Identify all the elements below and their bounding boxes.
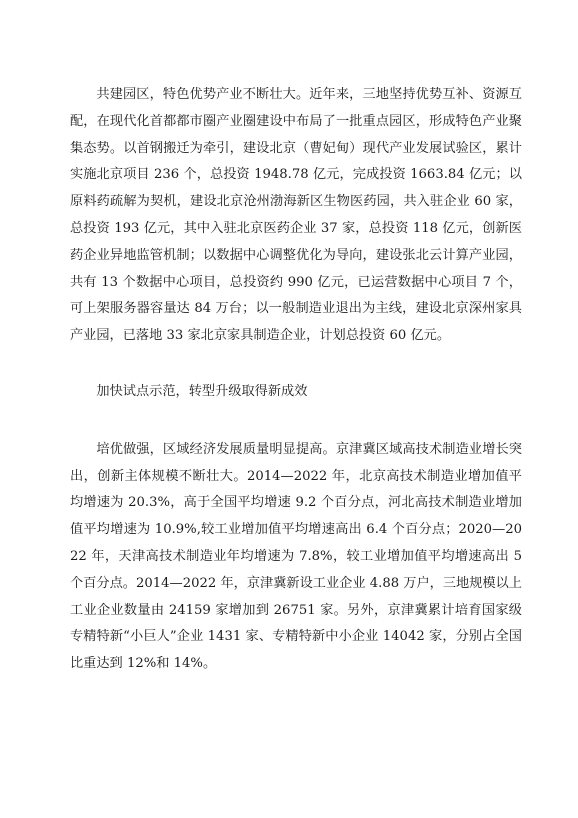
document-page (70, 82, 522, 678)
paragraph-industrial-parks: 共建园区，特色优势产业不断壮大。近年来，三地坚持优势互补、资源互配，在现代化首都都市圈产业圈建设中布局了一批重点园区，形成特色产业聚集态势。以首钢搬迁为牵引，建设北京（曹妃甸）现代产业发展试验区，累计实施北京项目 236 个，总投资 1948.78 亿元，完成投资 1663.84 亿元；以原料药疏解为契机，建设北京沧州渤海新区生物医药园，共入驻企业 60 家，总投资 193 亿元，其中入驻北京医药企业 37 家，总投资 118 亿元，创新医药企业异地监管机制；以数据中心调整优化为导向，建设张北云计算产业园，共有 13 个数据中心项目，总投资约 990 亿元，已运营数据中心项目 7 个，可上架服务器容量达 84 万台；以一般制造业退出为主线，建设北京深州家具产业园，已落地 33 家北京家具制造企业，计划总投资 60 亿元。 (70, 87, 522, 344)
section-heading: 加快试点示范，转型升级取得新成效 (96, 383, 308, 399)
paragraph-economic-quality: 培优做强，区域经济发展质量明显提高。京津冀区域高技术制造业增长突出，创新主体规模不断壮大。2014—2022 年，北京高技术制造业增加值平均增速为 20.3%，高于全国平均增速 9.2 个百分点，河北高技术制造业增加值平均增速为 10.9%,较工业增加值平均增速高出 6.4 个百分点；2020—2022 年，天津高技术制造业年均增速为 7.8%，较工业增加值平均增速高出 5 个百分点。2014—2022 年，京津冀新设工业企业 4.88 万户，三地规模以上工业企业数量由 24159 家增加到 26751 家。另外，京津冀累计培育国家级专精特新“小巨人”企业 1431 家、专精特新中小企业 14042 家，分别占全国比重达到 12%和 14%。 (70, 441, 522, 672)
